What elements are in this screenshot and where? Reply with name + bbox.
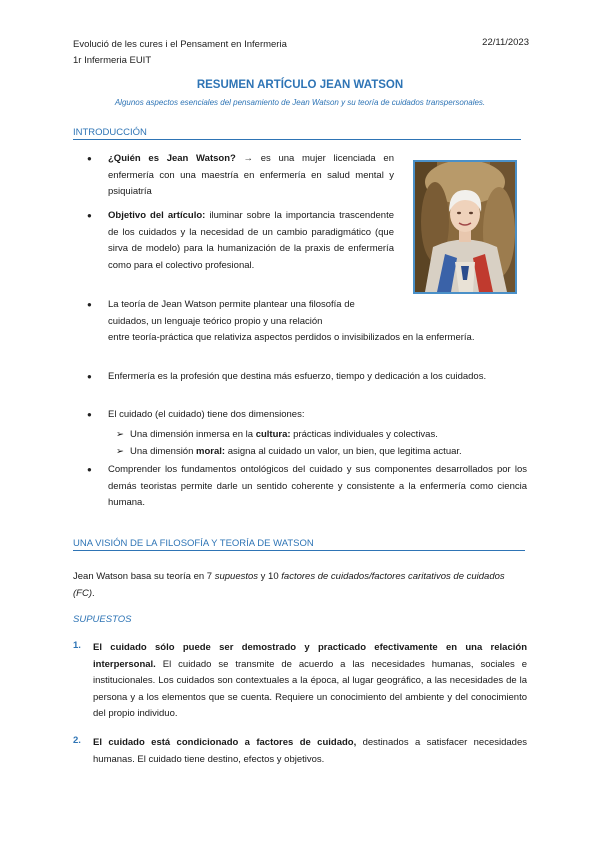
course-name: Evolució de les cures i el Pensament en Infermeria <box>73 39 287 50</box>
moral-text-b: asigna al cuidado un valor, un bien, que legitima actuar. <box>225 446 462 457</box>
bullet-foundations-text: Comprender los fundamentos ontológicos del cuidado y sus componentes desarrollados por los demás teoristas permite darle un sentido coherente y consistente a la enfermería como ciencia humana. <box>108 464 527 508</box>
course-group: 1r Infermeria EUIT <box>73 55 152 66</box>
page-header-left <box>73 37 287 69</box>
document-subtitle: Algunos aspectos esenciales del pensamiento de Jean Watson y su teoría de cuidados transpersonales. <box>114 98 486 107</box>
supuesto-item-2 <box>93 735 527 768</box>
vision-paragraph <box>73 569 527 602</box>
vision-text-c: . <box>92 587 95 599</box>
culture-bold: cultura: <box>255 429 291 440</box>
intro-bullet-nursing <box>108 369 527 386</box>
vision-text-a: Jean Watson basa su teoría en 7 <box>73 571 215 582</box>
supuesto-2-lead: El cuidado está condicionado a factores de cuidado, <box>93 737 357 748</box>
moral-bold: moral: <box>196 446 226 457</box>
intro-bullet-theory <box>108 297 394 330</box>
arrow-head-icon: ➢ <box>116 429 124 440</box>
section-heading-vision: UNA VISIÓN DE LA FILOSOFÍA Y TEORÍA DE WATSON <box>73 538 525 551</box>
supuesto-1-lead: El cuidado sólo puede ser demostrado y practicado efectivamente en una relación interpersonal. <box>93 642 527 670</box>
document-title: RESUMEN ARTÍCULO JEAN WATSON <box>196 79 404 91</box>
arrow-head-icon: ➢ <box>116 446 124 457</box>
bullet-nursing-text: Enfermería es la profesión que destina más esfuerzo, tiempo y dedicación a los cuidados. <box>108 371 487 382</box>
supuesto-2-text: destinados a satisfacer necesidades humanas. El cuidado tiene destino, efectos y objetivos. <box>93 737 527 765</box>
header-date: 22/11/2023 <box>482 37 529 48</box>
bullet-theory-text-a: La teoría de Jean Watson permite plantear una filosofía de cuidados, un lenguaje teórico propio y una relación <box>108 299 355 327</box>
vision-italic-supuestos: supuestos <box>214 571 259 582</box>
bullet-who-text: → es una mujer licenciada en enfermería con una maestría en enfermería en salud mental y psiquiatría <box>108 153 394 197</box>
bullet-theory-continuation <box>108 330 527 347</box>
bullet-objective-lead: Objetivo del artículo: <box>108 210 206 221</box>
bullet-dimensions-text: El cuidado (el cuidado) tiene dos dimensiones: <box>108 409 305 420</box>
vision-italic-factores: factores de cuidados/factores caritativos de cuidados (FC) <box>73 571 505 599</box>
intro-bullet-who <box>108 151 394 201</box>
supuesto-1-text: El cuidado se transmite de acuerdo a las necesidades humanas, sociales e institucionales. Los cuidados son contextuales a la época, al lugar geográfico, a las necesidades de la persona y a los elementos que se cuenta. Requiere un conocimiento del ambiente y del conocimiento del propio individuo. <box>93 658 527 719</box>
culture-text-b: prácticas individuales y colectivas. <box>290 429 438 440</box>
bullet-theory-text-b: entre teoría-práctica que relativiza aspectos perdidos o invisibilizados en la enfermería. <box>108 332 475 343</box>
list-number-1: 1. <box>73 640 81 651</box>
sub-bullet-moral <box>116 444 526 461</box>
culture-text-a: Una dimensión inmersa en la <box>130 429 256 440</box>
supuesto-item-1 <box>93 640 527 723</box>
intro-bullet-foundations <box>108 462 527 512</box>
section-heading-intro: INTRODUCCIÓN <box>73 127 521 140</box>
subheading-supuestos: SUPUESTOS <box>73 614 132 625</box>
moral-text-a: Una dimensión <box>130 446 197 457</box>
sub-bullet-culture <box>116 427 526 444</box>
vision-text-b: y 10 <box>258 571 282 582</box>
bullet-objective-text: iluminar sobre la importancia trascendente de los cuidados y la necesidad de un cambio paradigmático (que sirva de modelo) para la humanización de la praxis de enfermería como para el colectivo profesional. <box>108 210 394 271</box>
intro-bullet-objective <box>108 208 394 274</box>
portrait-illustration <box>415 162 515 292</box>
bullet-who-lead: ¿Quién es Jean Watson? <box>108 153 236 164</box>
intro-bullet-dimensions <box>108 407 527 424</box>
list-number-2: 2. <box>73 735 81 746</box>
portrait-photo <box>413 160 517 294</box>
